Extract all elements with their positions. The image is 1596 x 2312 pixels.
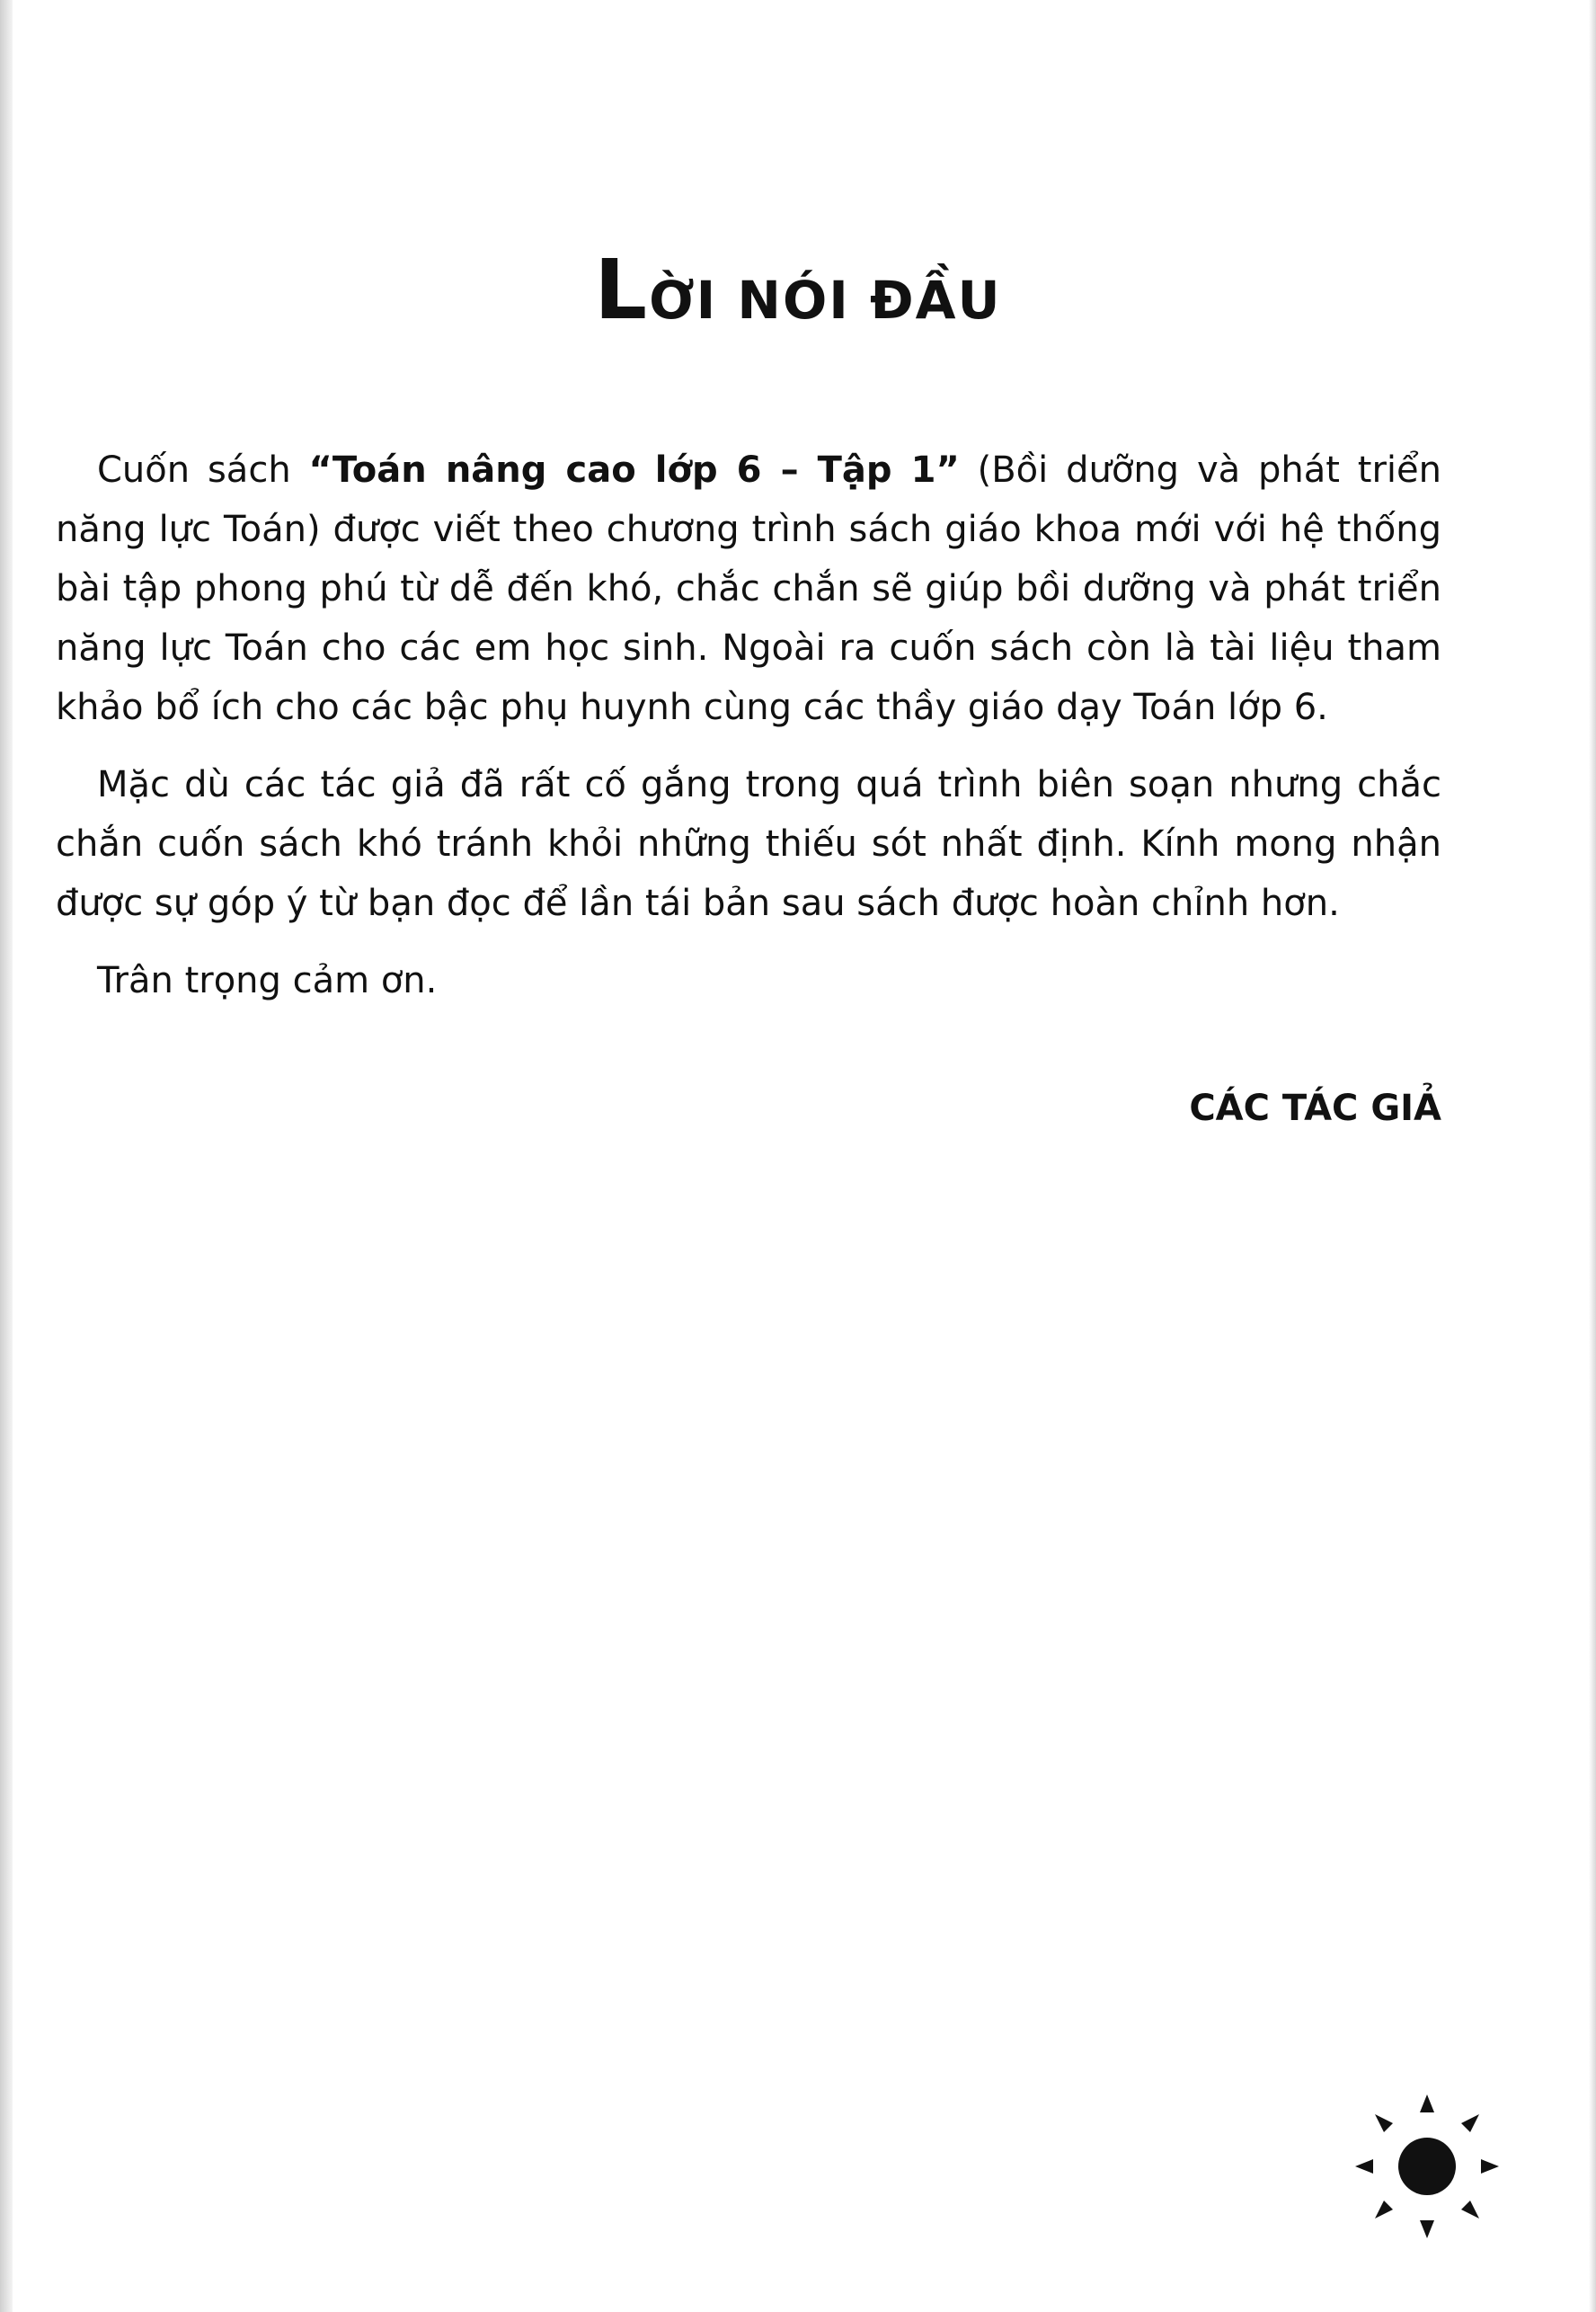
paragraph-intro-rest: (Bồi dưỡng và phát triển năng lực Toán) được viết theo chương trình sách giáo khoa mới với hệ thống bài tập phong phú từ dễ đến khó, chắc chắn sẽ giúp bồi dưỡng và phát triển năng lực Toán cho các em học sinh. Ngoài ra cuốn sách còn là tài liệu tham khảo bổ ích cho các bậc phụ huynh cùng các thầy giáo dạy Toán lớp 6. (56, 449, 1441, 728)
preface-body (56, 440, 1441, 1010)
title-initial: L (594, 241, 649, 338)
sun-icon (1355, 2094, 1499, 2238)
paragraph-intro-lead: Cuốn sách (97, 449, 309, 491)
paragraph-apology: Mặc dù các tác giả đã rất cố gắng trong quá trình biên soạn nhưng chắc chắn cuốn sách khó tránh khỏi những thiếu sót nhất định. Kính mong nhận được sự góp ý từ bạn đọc để lần tái bản sau sách được hoàn chỉnh hơn. (56, 764, 1441, 924)
sun-ray-top (1420, 2094, 1434, 2112)
scan-edge-left (0, 0, 13, 2312)
sun-ray-left (1355, 2159, 1373, 2174)
scan-edge-right (1589, 0, 1596, 2312)
signature: CÁC TÁC GIẢ (1189, 1088, 1441, 1129)
sun-ray-bottom-left (1375, 2201, 1393, 2219)
sun-ray-bottom (1420, 2220, 1434, 2238)
book-title: “Toán nâng cao lớp 6 – Tập 1” (308, 449, 960, 491)
sun-ray-bottom-right (1461, 2201, 1479, 2219)
page-title (0, 241, 1596, 338)
sun-core (1398, 2138, 1456, 2195)
sun-ray-top-right (1461, 2114, 1479, 2132)
title-rest: ỜI NÓI ĐẦU (648, 269, 1002, 331)
sun-ray-right (1481, 2159, 1499, 2174)
paragraph-thanks: Trân trọng cảm ơn. (97, 960, 438, 1001)
paragraph-intro (56, 440, 1441, 737)
sun-ray-top-left (1375, 2114, 1393, 2132)
